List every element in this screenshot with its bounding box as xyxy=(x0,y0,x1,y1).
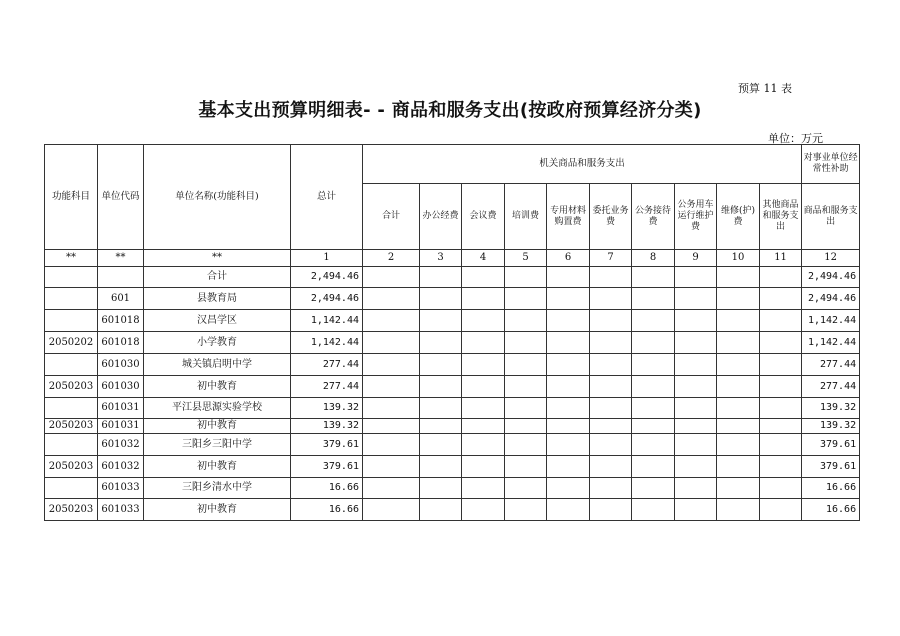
index-cell: 10 xyxy=(717,250,760,267)
subsidy-cell: 16.66 xyxy=(802,499,860,521)
empty-cell xyxy=(547,398,590,419)
empty-cell xyxy=(363,332,420,354)
unit-code-cell xyxy=(98,267,144,288)
empty-cell xyxy=(420,376,462,398)
empty-cell xyxy=(462,434,505,456)
page-title: 基本支出预算明细表- - 商品和服务支出(按政府预算经济分类) xyxy=(198,100,702,121)
empty-cell xyxy=(505,419,547,434)
empty-cell xyxy=(505,499,547,521)
empty-cell xyxy=(547,434,590,456)
func-code-cell xyxy=(45,288,98,310)
func-code-cell xyxy=(45,267,98,288)
empty-cell xyxy=(632,288,675,310)
empty-cell xyxy=(717,288,760,310)
empty-cell xyxy=(420,398,462,419)
empty-cell xyxy=(547,332,590,354)
empty-cell xyxy=(420,419,462,434)
empty-cell xyxy=(675,376,717,398)
unit-code-cell: 601031 xyxy=(98,419,144,434)
subsidy-cell: 2,494.46 xyxy=(802,288,860,310)
empty-cell xyxy=(632,419,675,434)
subsidy-cell: 1,142.44 xyxy=(802,310,860,332)
empty-cell xyxy=(760,288,802,310)
empty-cell xyxy=(462,288,505,310)
empty-cell xyxy=(420,354,462,376)
empty-cell xyxy=(590,456,632,478)
subsidy-cell: 2,494.46 xyxy=(802,267,860,288)
table-row xyxy=(45,310,860,332)
empty-cell xyxy=(505,376,547,398)
unit-code-cell: 601018 xyxy=(98,310,144,332)
header-sub-5: 委托业务费 xyxy=(590,184,632,250)
empty-cell xyxy=(420,267,462,288)
total-cell: 16.66 xyxy=(291,499,363,521)
index-cell: 12 xyxy=(802,250,860,267)
empty-cell xyxy=(675,267,717,288)
empty-cell xyxy=(505,456,547,478)
unit-code-cell: 601033 xyxy=(98,499,144,521)
empty-cell xyxy=(760,499,802,521)
empty-cell xyxy=(632,398,675,419)
empty-cell xyxy=(505,478,547,499)
header-unit-name: 单位名称(功能科目) xyxy=(144,145,291,250)
empty-cell xyxy=(363,456,420,478)
empty-cell xyxy=(717,499,760,521)
func-code-cell: 2050202 xyxy=(45,332,98,354)
empty-cell xyxy=(760,376,802,398)
empty-cell xyxy=(760,310,802,332)
empty-cell xyxy=(717,310,760,332)
empty-cell xyxy=(760,456,802,478)
index-cell: 1 xyxy=(291,250,363,267)
empty-cell xyxy=(547,478,590,499)
unit-label: 单位：万元 xyxy=(768,132,823,145)
unit-code-cell: 601032 xyxy=(98,434,144,456)
empty-cell xyxy=(590,499,632,521)
table-row xyxy=(45,267,860,288)
index-cell: ** xyxy=(98,250,144,267)
table-row xyxy=(45,456,860,478)
empty-cell xyxy=(420,456,462,478)
header-sub-4: 专用材料购置费 xyxy=(547,184,590,250)
unit-code-cell: 601030 xyxy=(98,354,144,376)
empty-cell xyxy=(462,398,505,419)
func-code-cell: 2050203 xyxy=(45,419,98,434)
empty-cell xyxy=(675,419,717,434)
unit-code-cell: 601032 xyxy=(98,456,144,478)
empty-cell xyxy=(462,267,505,288)
empty-cell xyxy=(590,332,632,354)
empty-cell xyxy=(632,267,675,288)
empty-cell xyxy=(462,456,505,478)
total-cell: 2,494.46 xyxy=(291,288,363,310)
empty-cell xyxy=(632,354,675,376)
index-cell: 6 xyxy=(547,250,590,267)
empty-cell xyxy=(505,398,547,419)
total-cell: 139.32 xyxy=(291,419,363,434)
header-sub-10: 商品和服务支出 xyxy=(802,184,860,250)
empty-cell xyxy=(363,434,420,456)
empty-cell xyxy=(717,456,760,478)
empty-cell xyxy=(420,499,462,521)
subsidy-cell: 1,142.44 xyxy=(802,332,860,354)
unit-code-cell: 601018 xyxy=(98,332,144,354)
empty-cell xyxy=(632,310,675,332)
table-row xyxy=(45,499,860,521)
empty-cell xyxy=(675,288,717,310)
unit-name-cell: 三阳乡三阳中学 xyxy=(144,434,291,456)
func-code-cell: 2050203 xyxy=(45,456,98,478)
empty-cell xyxy=(717,354,760,376)
empty-cell xyxy=(760,478,802,499)
empty-cell xyxy=(363,478,420,499)
header-group: 机关商品和服务支出 xyxy=(363,145,802,184)
table-row xyxy=(45,419,860,434)
table-row xyxy=(45,478,860,499)
empty-cell xyxy=(717,398,760,419)
empty-cell xyxy=(590,267,632,288)
header-sub-0: 合计 xyxy=(363,184,420,250)
empty-cell xyxy=(363,398,420,419)
empty-cell xyxy=(632,456,675,478)
empty-cell xyxy=(590,376,632,398)
empty-cell xyxy=(363,376,420,398)
subsidy-cell: 277.44 xyxy=(802,354,860,376)
unit-name-cell: 平江县思源实验学校 xyxy=(144,398,291,419)
empty-cell xyxy=(547,267,590,288)
unit-name-cell: 合计 xyxy=(144,267,291,288)
empty-cell xyxy=(547,419,590,434)
subsidy-cell: 277.44 xyxy=(802,376,860,398)
unit-name-cell: 城关镇启明中学 xyxy=(144,354,291,376)
func-code-cell: 2050203 xyxy=(45,376,98,398)
empty-cell xyxy=(547,376,590,398)
empty-cell xyxy=(420,310,462,332)
subsidy-cell: 379.61 xyxy=(802,434,860,456)
empty-cell xyxy=(760,354,802,376)
budget-table xyxy=(44,144,860,521)
header-unit-code: 单位代码 xyxy=(98,145,144,250)
form-number: 预算 11 表 xyxy=(738,82,792,95)
empty-cell xyxy=(462,354,505,376)
empty-cell xyxy=(632,499,675,521)
empty-cell xyxy=(505,267,547,288)
func-code-cell xyxy=(45,354,98,376)
total-cell: 277.44 xyxy=(291,354,363,376)
header-sub-7: 公务用车运行维护费 xyxy=(675,184,717,250)
func-code-cell xyxy=(45,478,98,499)
empty-cell xyxy=(505,310,547,332)
empty-cell xyxy=(760,434,802,456)
empty-cell xyxy=(420,478,462,499)
unit-code-cell: 601030 xyxy=(98,376,144,398)
total-cell: 2,494.46 xyxy=(291,267,363,288)
subsidy-cell: 16.66 xyxy=(802,478,860,499)
empty-cell xyxy=(760,398,802,419)
empty-cell xyxy=(505,354,547,376)
empty-cell xyxy=(462,332,505,354)
empty-cell xyxy=(675,456,717,478)
empty-cell xyxy=(590,398,632,419)
index-cell: ** xyxy=(45,250,98,267)
empty-cell xyxy=(462,499,505,521)
empty-cell xyxy=(420,288,462,310)
func-code-cell xyxy=(45,398,98,419)
unit-name-cell: 县教育局 xyxy=(144,288,291,310)
empty-cell xyxy=(632,434,675,456)
empty-cell xyxy=(363,354,420,376)
empty-cell xyxy=(462,478,505,499)
header-sub-9: 其他商品和服务支出 xyxy=(760,184,802,250)
subsidy-cell: 139.32 xyxy=(802,419,860,434)
index-cell: 5 xyxy=(505,250,547,267)
table-row xyxy=(45,376,860,398)
empty-cell xyxy=(547,456,590,478)
header-subsidy: 对事业单位经常性补助 xyxy=(802,145,860,184)
empty-cell xyxy=(590,419,632,434)
empty-cell xyxy=(505,434,547,456)
func-code-cell xyxy=(45,434,98,456)
total-cell: 1,142.44 xyxy=(291,310,363,332)
total-cell: 1,142.44 xyxy=(291,332,363,354)
unit-name-cell: 三阳乡清水中学 xyxy=(144,478,291,499)
empty-cell xyxy=(717,419,760,434)
func-code-cell xyxy=(45,310,98,332)
empty-cell xyxy=(675,434,717,456)
unit-code-cell: 601 xyxy=(98,288,144,310)
header-func-code: 功能科目 xyxy=(45,145,98,250)
empty-cell xyxy=(547,499,590,521)
index-cell: 2 xyxy=(363,250,420,267)
table-row xyxy=(45,398,860,419)
empty-cell xyxy=(590,310,632,332)
empty-cell xyxy=(632,332,675,354)
empty-cell xyxy=(717,478,760,499)
index-cell: 9 xyxy=(675,250,717,267)
header-sub-1: 办公经费 xyxy=(420,184,462,250)
unit-code-cell: 601033 xyxy=(98,478,144,499)
unit-name-cell: 初中教育 xyxy=(144,499,291,521)
empty-cell xyxy=(363,499,420,521)
table-row xyxy=(45,434,860,456)
empty-cell xyxy=(462,419,505,434)
table-row xyxy=(45,332,860,354)
empty-cell xyxy=(675,332,717,354)
empty-cell xyxy=(590,478,632,499)
total-cell: 379.61 xyxy=(291,456,363,478)
unit-name-cell: 初中教育 xyxy=(144,456,291,478)
empty-cell xyxy=(632,376,675,398)
index-cell: ** xyxy=(144,250,291,267)
index-cell: 8 xyxy=(632,250,675,267)
header-sub-2: 会议费 xyxy=(462,184,505,250)
empty-cell xyxy=(590,434,632,456)
unit-name-cell: 初中教育 xyxy=(144,419,291,434)
empty-cell xyxy=(505,332,547,354)
empty-cell xyxy=(675,354,717,376)
subsidy-cell: 379.61 xyxy=(802,456,860,478)
empty-cell xyxy=(547,310,590,332)
total-cell: 139.32 xyxy=(291,398,363,419)
header-sub-6: 公务接待费 xyxy=(632,184,675,250)
unit-name-cell: 汉昌学区 xyxy=(144,310,291,332)
index-cell: 7 xyxy=(590,250,632,267)
empty-cell xyxy=(420,434,462,456)
empty-cell xyxy=(675,499,717,521)
empty-cell xyxy=(717,376,760,398)
empty-cell xyxy=(760,267,802,288)
index-row xyxy=(45,250,860,267)
empty-cell xyxy=(760,332,802,354)
total-cell: 16.66 xyxy=(291,478,363,499)
empty-cell xyxy=(675,398,717,419)
unit-code-cell: 601031 xyxy=(98,398,144,419)
empty-cell xyxy=(547,354,590,376)
index-cell: 4 xyxy=(462,250,505,267)
table-row xyxy=(45,288,860,310)
index-cell: 11 xyxy=(760,250,802,267)
empty-cell xyxy=(363,310,420,332)
empty-cell xyxy=(675,478,717,499)
empty-cell xyxy=(590,288,632,310)
empty-cell xyxy=(363,267,420,288)
empty-cell xyxy=(420,332,462,354)
empty-cell xyxy=(675,310,717,332)
empty-cell xyxy=(505,288,547,310)
empty-cell xyxy=(632,478,675,499)
empty-cell xyxy=(760,419,802,434)
empty-cell xyxy=(717,267,760,288)
empty-cell xyxy=(462,376,505,398)
empty-cell xyxy=(717,434,760,456)
table-row xyxy=(45,354,860,376)
index-cell: 3 xyxy=(420,250,462,267)
empty-cell xyxy=(590,354,632,376)
func-code-cell: 2050203 xyxy=(45,499,98,521)
header-total: 总计 xyxy=(291,145,363,250)
total-cell: 277.44 xyxy=(291,376,363,398)
empty-cell xyxy=(717,332,760,354)
empty-cell xyxy=(363,288,420,310)
unit-name-cell: 小学教育 xyxy=(144,332,291,354)
empty-cell xyxy=(462,310,505,332)
header-sub-8: 维修(护)费 xyxy=(717,184,760,250)
header-sub-3: 培训费 xyxy=(505,184,547,250)
table-body xyxy=(45,250,860,521)
subsidy-cell: 139.32 xyxy=(802,398,860,419)
empty-cell xyxy=(363,419,420,434)
total-cell: 379.61 xyxy=(291,434,363,456)
unit-name-cell: 初中教育 xyxy=(144,376,291,398)
empty-cell xyxy=(547,288,590,310)
